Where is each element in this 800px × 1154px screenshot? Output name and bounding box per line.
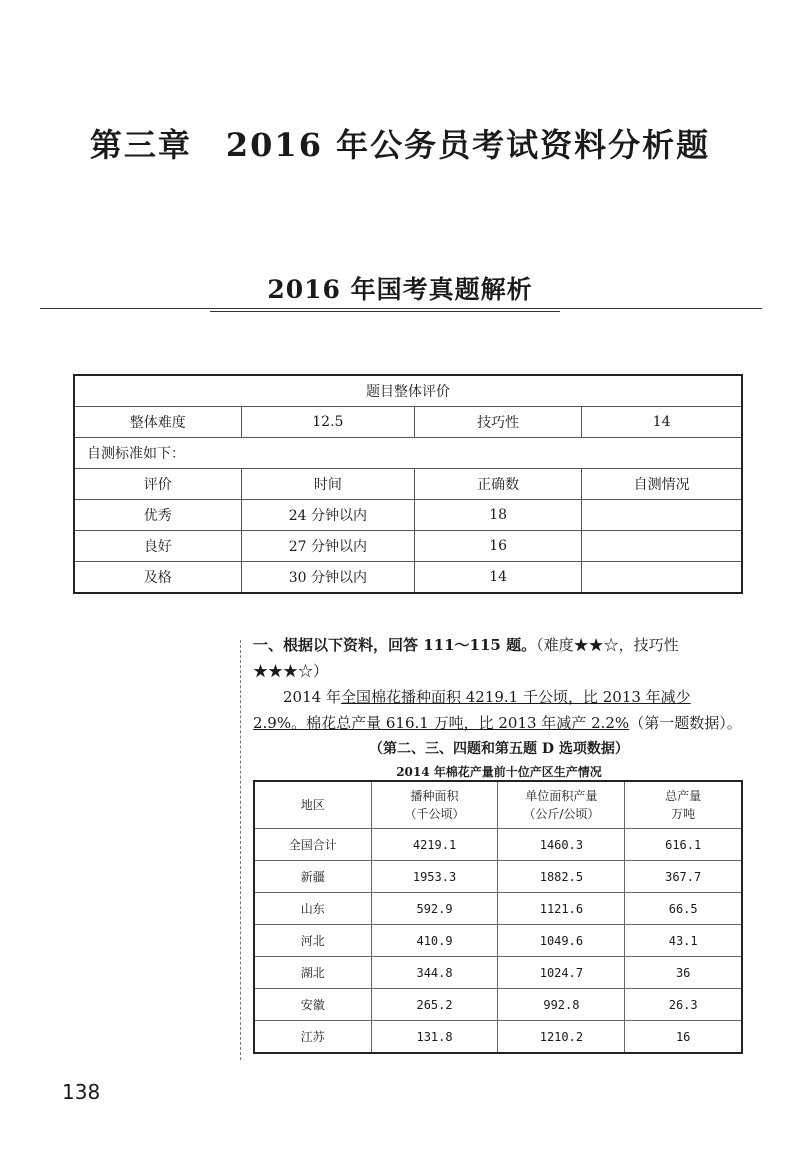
margin-marker (240, 640, 245, 1060)
correct-cell: 16 (415, 531, 582, 562)
area-cell: 131.8 (371, 1021, 498, 1054)
yield-cell: 1121.6 (498, 893, 625, 925)
output-cell: 616.1 (625, 829, 742, 861)
page-number: 138 (62, 1080, 101, 1104)
region-cell: 全国合计 (254, 829, 371, 861)
header-area-unit: （千公顷） (404, 807, 465, 821)
question-heading-text: 一、根据以下资料，回答 111～115 题。 (253, 636, 537, 654)
evaluation-heading: 题目整体评价 (74, 375, 742, 407)
paragraph-underlined: 全国棉花播种面积 4219.1 千公顷，比 2013 年减少 2.9%。棉花总产量 616.1 万吨，比 2013 年减产 2.2% (253, 688, 691, 732)
region-cell: 河北 (254, 925, 371, 957)
correct-cell: 18 (415, 500, 582, 531)
table-row (74, 531, 742, 562)
area-cell: 344.8 (371, 957, 498, 989)
output-cell: 16 (625, 1021, 742, 1054)
column-header-self-test: 自测情况 (582, 469, 742, 500)
region-cell: 安徽 (254, 989, 371, 1021)
section-divider (40, 308, 762, 309)
output-cell: 36 (625, 957, 742, 989)
header-area (371, 781, 498, 829)
time-cell: 30 分钟以内 (241, 562, 415, 594)
yield-cell: 1049.6 (498, 925, 625, 957)
header-yield-unit: （公斤/公顷） (523, 807, 600, 821)
question-note: （第二、三、四题和第五题 D 选项数据） (369, 741, 629, 757)
header-output-label: 总产量 (665, 789, 702, 803)
table-row (254, 1021, 742, 1054)
question-rating: （难度★★☆，技巧性★★★☆） (253, 636, 679, 680)
table-row (254, 989, 742, 1021)
time-cell: 24 分钟以内 (241, 500, 415, 531)
cotton-production-table (253, 780, 743, 1054)
difficulty-value: 12.5 (241, 407, 415, 438)
self-test-cell (582, 500, 742, 531)
area-cell: 265.2 (371, 989, 498, 1021)
chapter-title: 第三章 2016 年公务员考试资料分析题 (89, 126, 711, 164)
header-area-label: 播种面积 (410, 789, 459, 803)
time-cell: 27 分钟以内 (241, 531, 415, 562)
evaluation-table (73, 374, 743, 594)
yield-cell: 1460.3 (498, 829, 625, 861)
table-row (254, 861, 742, 893)
table-row (74, 562, 742, 594)
area-cell: 410.9 (371, 925, 498, 957)
yield-cell: 1882.5 (498, 861, 625, 893)
table-row (254, 925, 742, 957)
region-cell: 江苏 (254, 1021, 371, 1054)
paragraph-suffix: （第一题数据）。 (629, 714, 742, 732)
yield-cell: 1024.7 (498, 957, 625, 989)
column-header-rating: 评价 (74, 469, 241, 500)
area-cell: 592.9 (371, 893, 498, 925)
header-region: 地区 (254, 781, 371, 829)
question-block (253, 632, 745, 782)
self-test-intro: 自测标准如下： (74, 438, 742, 469)
table-row (254, 957, 742, 989)
rating-cell: 优秀 (74, 500, 241, 531)
rating-cell: 良好 (74, 531, 241, 562)
header-output (625, 781, 742, 829)
output-cell: 43.1 (625, 925, 742, 957)
table-caption: 2014 年棉花产量前十位产区生产情况 (396, 765, 602, 779)
section-title: 2016 年国考真题解析 (267, 275, 533, 304)
yield-cell: 992.8 (498, 989, 625, 1021)
self-test-cell (582, 531, 742, 562)
column-header-correct: 正确数 (415, 469, 582, 500)
difficulty-label: 整体难度 (74, 407, 241, 438)
skill-value: 14 (582, 407, 742, 438)
paragraph-prefix: 2014 年 (283, 688, 341, 706)
question-heading (253, 632, 745, 684)
question-paragraph (253, 684, 745, 736)
region-cell: 湖北 (254, 957, 371, 989)
header-yield (498, 781, 625, 829)
area-cell: 4219.1 (371, 829, 498, 861)
skill-label: 技巧性 (415, 407, 582, 438)
yield-cell: 1210.2 (498, 1021, 625, 1054)
area-cell: 1953.3 (371, 861, 498, 893)
header-output-unit: 万吨 (671, 807, 696, 821)
output-cell: 26.3 (625, 989, 742, 1021)
output-cell: 367.7 (625, 861, 742, 893)
correct-cell: 14 (415, 562, 582, 594)
header-yield-label: 单位面积产量 (525, 789, 598, 803)
output-cell: 66.5 (625, 893, 742, 925)
column-header-time: 时间 (241, 469, 415, 500)
table-row (254, 893, 742, 925)
region-cell: 山东 (254, 893, 371, 925)
table-row (254, 829, 742, 861)
region-cell: 新疆 (254, 861, 371, 893)
self-test-cell (582, 562, 742, 594)
rating-cell: 及格 (74, 562, 241, 594)
table-row (74, 500, 742, 531)
